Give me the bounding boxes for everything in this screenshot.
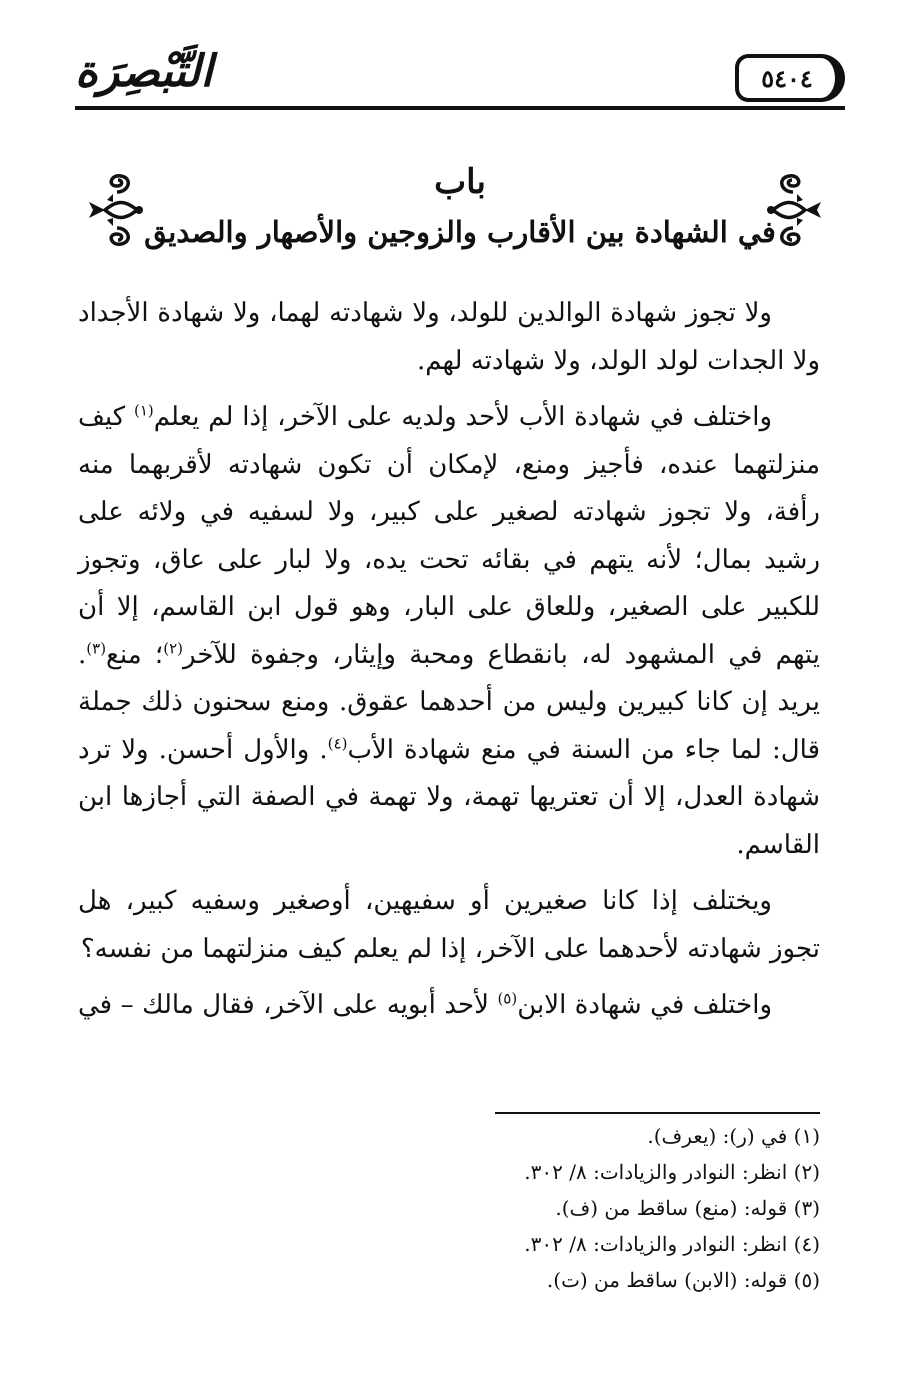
text-run: واختلف في شهادة الأب لأحد ولديه على الآخر، إذا لم يعلم <box>153 402 773 432</box>
chapter-label: باب <box>434 162 486 202</box>
paragraph <box>78 394 820 869</box>
text-run: . يريد إن كانا كبيرين وليس من أحدهما عقوق. ومنع سحنون ذلك جملة قال: لما جاء من السنة في منع شهادة الأب <box>78 639 820 765</box>
chapter-heading <box>75 160 845 260</box>
paragraph: ولا تجوز شهادة الوالدين للولد، ولا شهادته لهما، ولا شهادة الأجداد ولا الجدات لولد الولد، ولا شهادته لهم. <box>78 298 820 376</box>
footnote-rule <box>495 1112 820 1114</box>
footnotes <box>100 1118 820 1298</box>
footnote-ref[interactable]: (٢) <box>163 638 183 657</box>
footnote-ref[interactable]: (١) <box>133 401 154 420</box>
page-header <box>75 40 845 115</box>
footnote: (٥) قوله: (الابن) ساقط من (ت). <box>546 1268 820 1292</box>
footnote: (٣) قوله: (منع) ساقط من (ف). <box>555 1196 820 1220</box>
footnote: (٤) انظر: النوادر والزيادات: ٨/ ٣٠٢. <box>524 1232 820 1256</box>
footnote: (٢) انظر: النوادر والزيادات: ٨/ ٣٠٢. <box>524 1160 820 1184</box>
body-text <box>78 290 820 1039</box>
footnote-ref[interactable]: (٤) <box>327 733 348 752</box>
text-run: لأحد أبويه على الآخر، فقال مالك – في <box>78 990 498 1020</box>
footnote: (١) في (ر): (يعرف). <box>647 1124 820 1148</box>
footnote-ref[interactable]: (٣) <box>86 638 107 657</box>
book-title: التَّبْصِرَة <box>75 46 213 97</box>
footnote-ref[interactable]: (٥) <box>497 989 518 1008</box>
text-run: واختلف في شهادة الابن <box>517 990 773 1020</box>
header-rule <box>75 106 845 110</box>
chapter-title: في الشهادة بين الأقارب والزوجين والأصهار والصديق <box>144 215 776 249</box>
text-run: كيف منزلتهما عنده، فأجيز ومنع، لإمكان أن تكون شهادته لأقربهما منه رأفة، ولا تجوز شهادته لصغير على كبير، ولا لسفيه في ولائه على رشيد بمال؛ لأنه يتهم في بقائه تحت يده، ولا لبار على عاق، وتجوز للكبير على الصغير، وللعاق على البار، وهو قول ابن القاسم، إلا أن يتهم في المشهود له، بانقطاع ومحبة وإيثار، وجفوة للآخر <box>78 402 821 670</box>
page-number: ٥٤٠٤ <box>761 63 813 93</box>
text-run: ؛ منع <box>106 639 164 670</box>
page-number-badge <box>735 54 845 102</box>
paragraph <box>78 982 820 1030</box>
text-run: . والأول أحسن. ولا ترد شهادة العدل، إلا أن تعتريها تهمة، ولا تهمة في الصفة التي أجازها ابن القاسم. <box>78 734 820 860</box>
paragraph: ويختلف إذا كانا صغيرين أو سفيهين، أوصغير وسفيه كبير، هل تجوز شهادته لأحدهما على الآخر، إذا لم يعلم كيف منزلتهما من نفسه؟ <box>78 886 820 964</box>
